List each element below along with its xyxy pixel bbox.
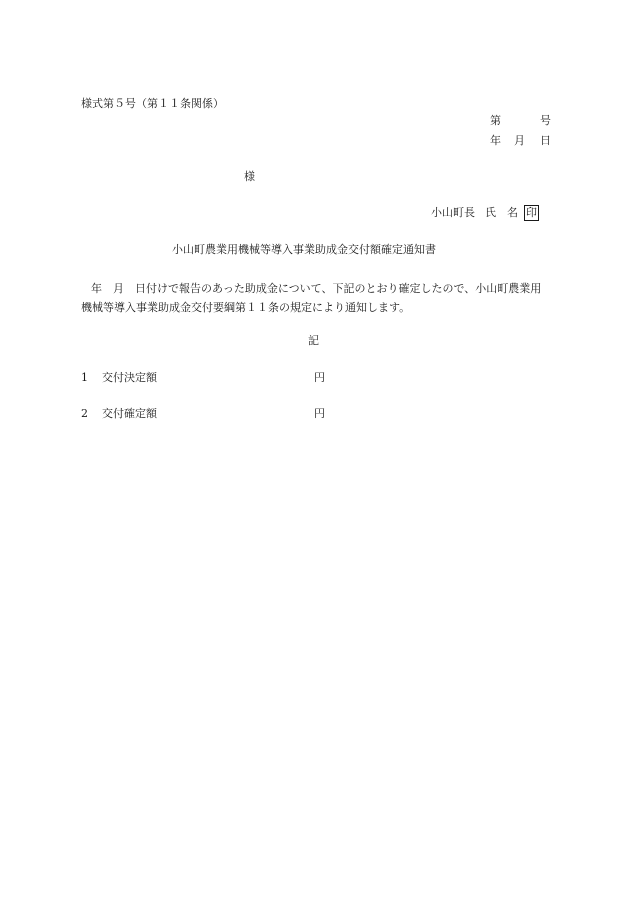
- sender-name-label-b: 名: [507, 206, 518, 219]
- date-year-label: 年: [490, 134, 501, 147]
- sender-name-label-a: 氏: [485, 206, 496, 219]
- document-number-suffix: 号: [540, 114, 551, 127]
- item-unit: 円: [314, 371, 325, 384]
- date-day-label: 日: [540, 134, 551, 147]
- sender-title: 小山町長: [431, 206, 475, 219]
- item-unit: 円: [314, 407, 325, 420]
- form-number: 様式第５号（第１１条関係）: [81, 97, 224, 110]
- document-title: 小山町農業用機械等導入事業助成金交付額確定通知書: [172, 243, 436, 256]
- item-label: 交付確定額: [102, 407, 157, 420]
- item-label: 交付決定額: [102, 371, 157, 384]
- recipient-honorific: 様: [244, 170, 255, 183]
- item-number: 2: [81, 407, 88, 420]
- document-number-prefix: 第: [490, 114, 501, 127]
- section-heading: 記: [308, 334, 319, 347]
- seal-stamp: 印: [526, 206, 537, 219]
- item-number: 1: [81, 371, 88, 384]
- date-month-label: 月: [514, 134, 525, 147]
- body-paragraph: 年 月 日付けで報告のあった助成金について、下記のとおり確定したので、小山町農業用機械等導入事業助成金交付要綱第１１条の規定により通知します。: [81, 282, 542, 314]
- sender-block: [431, 205, 539, 221]
